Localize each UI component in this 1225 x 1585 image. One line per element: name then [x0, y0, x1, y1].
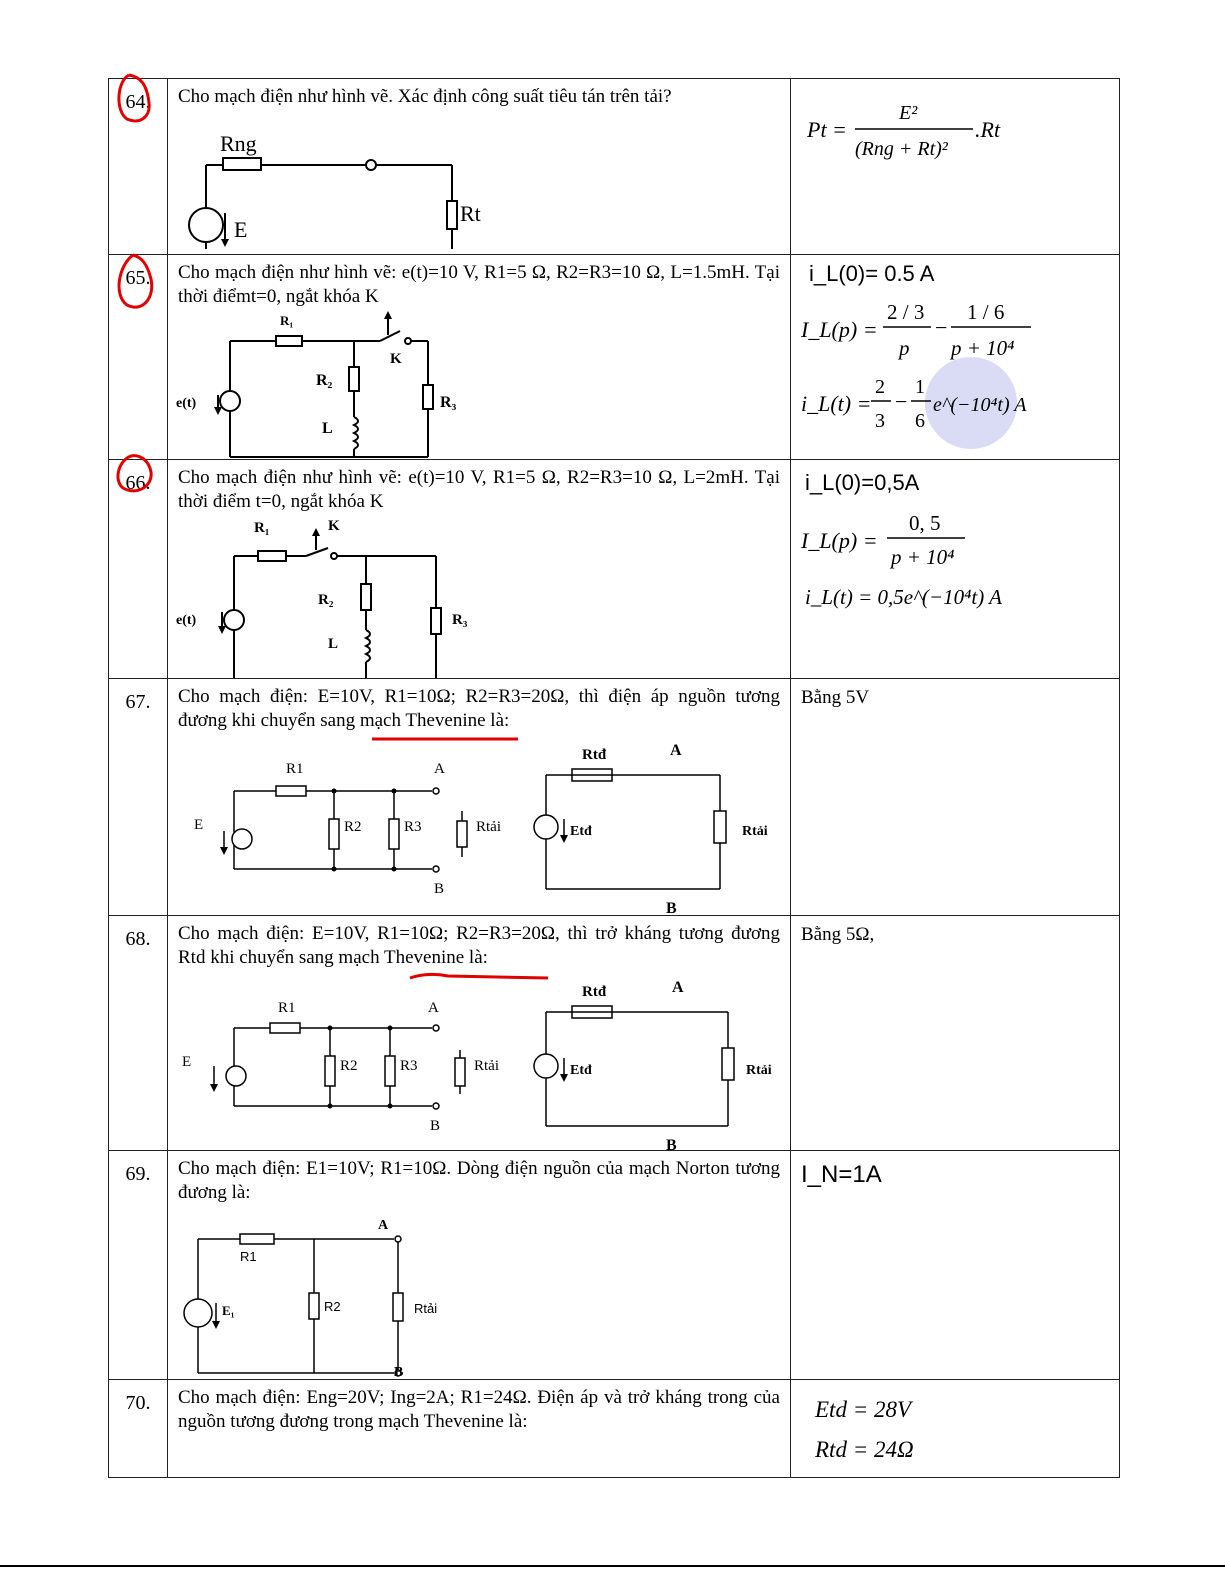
label-rng: Rng [220, 131, 257, 156]
question-text: Cho mạch điện: Eng=20V; Ing=2A; R1=24Ω. Điện áp và trở kháng trong của nguồn tương đương trong mạch Thevenine là: [178, 1387, 780, 1432]
label-r1: R1 [278, 1000, 296, 1016]
label-e1: E₁ [222, 1303, 235, 1318]
formula-ilp-b-num: 1 / 6 [967, 300, 1005, 324]
formula-rtd: Rtd = 24Ω [815, 1437, 914, 1462]
label-rtd: Rtđ [582, 984, 607, 1000]
svg-text:−: − [895, 389, 908, 414]
label-rtai-thevenin: Rtải [742, 824, 768, 839]
svg-text:−: − [935, 315, 948, 340]
label-r2: R2 [324, 1299, 341, 1314]
label-k: K [390, 351, 402, 367]
label-e: E [234, 217, 248, 242]
question-number: 68. [125, 928, 151, 950]
formula-il0: i_L(0)=0,5A [805, 470, 920, 495]
answer-formula-70 [791, 1380, 1119, 1470]
question-row-69 [109, 1151, 1120, 1380]
label-k: K [328, 518, 340, 534]
answer-text: Bằng 5Ω, [801, 924, 875, 945]
label-r2: R2 [344, 819, 362, 835]
answer-formula-66 [791, 460, 1111, 620]
question-number-cell [109, 1151, 168, 1380]
red-circle-annotation-icon [109, 452, 167, 496]
question-cell [168, 1380, 791, 1478]
formula-ilp-a-den: p [899, 336, 910, 360]
question-text: Cho mạch điện như hình vẽ: e(t)=10 V, R1=5 Ω, R2=R3=10 Ω, L=1.5mH. Tại thời điểmt=0, ngắt khóa K [178, 262, 780, 307]
question-cell [168, 460, 791, 679]
question-row-67 [109, 679, 1120, 916]
label-rtai: Rtải [476, 819, 501, 835]
question-row-70 [109, 1380, 1120, 1478]
question-cell [168, 916, 791, 1151]
question-row-64 [109, 79, 1120, 255]
label-l: L [322, 420, 333, 437]
question-row-68 [109, 916, 1120, 1151]
formula-ilt-b-den: 6 [915, 410, 925, 432]
formula-etd: Etd = 28V [815, 1397, 912, 1422]
label-r2: R₂ [318, 592, 334, 608]
question-number-cell [109, 1380, 168, 1478]
formula-tail: .Rt [975, 117, 1001, 142]
label-b-thevenin: B [666, 900, 677, 915]
label-rtai: Rtải [474, 1058, 499, 1074]
answer-formula-64 [801, 87, 1121, 187]
red-circle-annotation-icon [109, 67, 167, 127]
formula-ilp-den: p + 10⁴ [891, 545, 955, 569]
question-number-cell [109, 79, 168, 255]
circuit-diagram-66 [168, 514, 788, 678]
red-underline-annotation [410, 974, 548, 978]
label-r1: R1 [286, 761, 304, 777]
label-rtai: Rtải [414, 1301, 438, 1316]
question-number-cell [109, 916, 168, 1151]
formula-denominator: (Rng + Rt)² [855, 138, 948, 160]
label-r3: R₃ [452, 612, 468, 628]
formula-ilt-a-num: 2 [875, 376, 885, 398]
question-number: 65. [125, 267, 151, 289]
label-r3: R3 [400, 1058, 418, 1074]
question-cell [168, 79, 791, 255]
red-circle-annotation-icon [109, 249, 167, 313]
answer-cell [791, 679, 1120, 916]
label-et: e(t) [176, 396, 197, 411]
label-b-thevenin: B [666, 1137, 677, 1150]
formula-ilp-num: 0, 5 [909, 511, 941, 535]
question-text: Cho mạch điện như hình vẽ. Xác định công suất tiêu tán trên tải? [178, 86, 672, 107]
label-e: E [182, 1054, 192, 1070]
formula-ilt-lhs: i_L(t) = [801, 391, 872, 416]
formula-ilp-lhs: I_L(p) = [801, 317, 878, 342]
answer-cell [791, 916, 1120, 1151]
question-text: Cho mạch điện: E1=10V; R1=10Ω. Dòng điện nguồn của mạch Norton tương đương là: [178, 1158, 780, 1203]
label-rtd: Rtđ [582, 747, 607, 763]
label-l: L [328, 636, 339, 652]
formula-ilt-exp: e^(−10⁴t) A [933, 394, 1027, 416]
question-number: 64. [125, 91, 151, 113]
label-r2: R₂ [316, 372, 333, 389]
circuit-diagram-68 [168, 970, 788, 1150]
label-b: B [430, 1118, 441, 1134]
circuit-diagram-65 [168, 309, 788, 459]
label-r1: R₁ [280, 313, 294, 328]
label-a: A [434, 761, 445, 777]
label-r2: R2 [340, 1058, 358, 1074]
label-r3: R₃ [440, 394, 457, 411]
formula-ilp-a-num: 2 / 3 [887, 300, 925, 324]
formula-ilp-lhs: I_L(p) = [801, 528, 878, 553]
question-cell [168, 255, 791, 460]
question-row-66 [109, 460, 1120, 679]
label-b: B [434, 881, 445, 897]
question-row-65 [109, 255, 1120, 460]
answer-formula-65 [791, 255, 1111, 451]
circuit-diagram-64 [168, 109, 788, 249]
question-number-cell [109, 679, 168, 916]
question-text: Cho mạch điện như hình vẽ: e(t)=10 V, R1=5 Ω, R2=R3=10 Ω, L=2mH. Tại thời điểm t=0, ngắt khóa K [178, 467, 780, 512]
answer-cell [791, 79, 1120, 255]
answer-cell [791, 460, 1120, 679]
formula-numerator: E² [899, 102, 918, 124]
question-cell [168, 679, 791, 916]
label-r1: R₁ [254, 520, 270, 536]
answer-cell [791, 1151, 1120, 1380]
question-table [108, 78, 1120, 1478]
answer-text: Bằng 5V [801, 687, 870, 708]
label-b: B [394, 1365, 404, 1380]
question-number-cell [109, 460, 168, 679]
question-text: Cho mạch điện: E=10V, R1=10Ω; R2=R3=20Ω, thì trở kháng tương đương Rtd khi chuyển sang mạch Thevenine là: [178, 923, 780, 968]
formula-il0: i_L(0)= 0.5 A [809, 261, 935, 286]
label-rtai-thevenin: Rtải [746, 1063, 772, 1078]
label-et: e(t) [176, 613, 197, 628]
formula-ilt-a-den: 3 [875, 410, 885, 432]
question-cell [168, 1151, 791, 1380]
circuit-diagram-67 [168, 733, 788, 915]
question-number-cell [109, 255, 168, 460]
question-number: 66. [125, 472, 151, 494]
label-r3: R3 [404, 819, 422, 835]
answer-cell [791, 1380, 1120, 1478]
label-r1: R1 [240, 1249, 257, 1264]
page-bottom-rule [0, 1565, 1225, 1567]
label-a-thevenin: A [672, 979, 684, 996]
label-a-thevenin: A [670, 742, 682, 759]
label-a: A [378, 1218, 389, 1233]
label-e: E [194, 817, 204, 833]
formula-lhs: Pt = [807, 117, 847, 142]
answer-cell [791, 255, 1120, 460]
label-etd: Etđ [570, 1063, 592, 1078]
question-number: 70. [125, 1392, 151, 1414]
answer-text: I_N=1A [801, 1161, 882, 1188]
question-number: 67. [125, 691, 151, 713]
formula-ilp-b-den: p + 10⁴ [951, 336, 1015, 360]
label-rt: Rt [460, 201, 481, 226]
question-text: Cho mạch điện: E=10V, R1=10Ω; R2=R3=20Ω, thì điện áp nguồn tương đương khi chuyển sang mạch Thevenine là: [178, 686, 780, 731]
formula-ilt: i_L(t) = 0,5e^(−10⁴t) A [805, 585, 1002, 609]
label-etd: Etđ [570, 824, 592, 839]
formula-ilt-b-num: 1 [915, 376, 925, 398]
label-a: A [428, 1000, 439, 1016]
question-number: 69. [125, 1163, 151, 1185]
circuit-diagram-69 [168, 1205, 788, 1379]
